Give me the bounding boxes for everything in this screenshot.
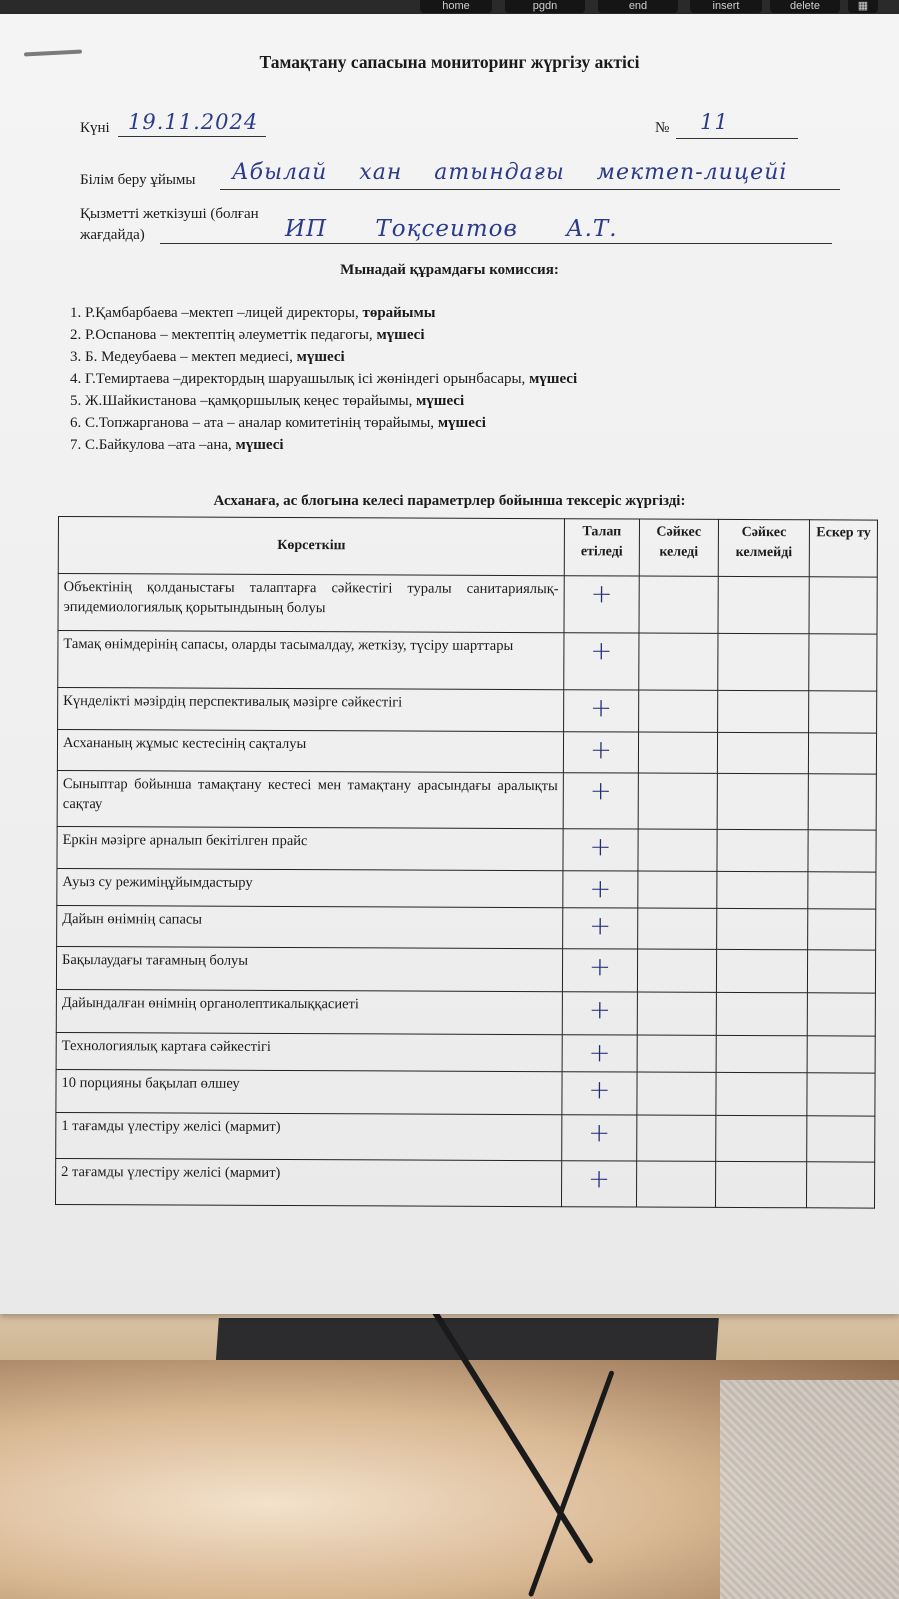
required-mark: + — [562, 949, 637, 992]
header-note: Ескер ту — [809, 520, 877, 577]
document-title: Тамақтану сапасына мониторинг жүргізу актісі — [259, 52, 640, 72]
inspection-table — [55, 516, 878, 1209]
member-item: 6. С.Топжарганова – ата – аналар комитетінің төрайымы, мүшесі — [70, 415, 486, 431]
org-value: Абылай хан атындағы мектеп-лицейі — [232, 160, 788, 185]
noncompliant-cell — [717, 908, 809, 949]
required-mark: + — [561, 1161, 636, 1207]
indicator-cell: Объектінің қолданыстағы талаптарға сәйкестігі туралы санитариялық-эпидемиологиялық қорытындының болуы — [58, 574, 564, 633]
table-row — [56, 1069, 875, 1116]
key-pgdn: pgdn — [505, 0, 585, 13]
compliant-cell — [638, 773, 717, 829]
required-mark: + — [563, 732, 638, 773]
member-item: 3. Б. Медеубаева – мектеп медиесі, мүшесі — [70, 349, 345, 365]
date-underline — [118, 136, 266, 137]
compliant-cell — [638, 732, 717, 773]
member-item: 4. Г.Темиртаева –директордың шаруашылық ісі жөніндегі орынбасары, мүшесі — [70, 371, 578, 387]
compliant-cell — [638, 829, 717, 871]
provider-value: ИП Тоқсеитов А.Т. — [285, 216, 618, 242]
noncompliant-cell — [716, 992, 808, 1035]
table-row — [56, 1032, 875, 1073]
noncompliant-cell — [717, 732, 809, 773]
required-mark: + — [562, 992, 637, 1035]
indicator-cell: Технологиялық картаға сәйкестігі — [56, 1032, 562, 1071]
key-insert: insert — [690, 0, 762, 13]
required-mark: + — [562, 1035, 637, 1072]
org-label: Білім беру ұйымы — [80, 172, 196, 188]
table-row — [58, 574, 877, 635]
compliant-cell — [637, 1035, 716, 1072]
noncompliant-cell — [716, 1035, 807, 1072]
indicator-cell: Асхананың жұмыс кестесінің сақталуы — [57, 730, 563, 773]
member-item: 2. Р.Оспанова – мектептің әлеуметтік педагогы, мүшесі — [70, 327, 425, 343]
note-cell — [807, 1116, 875, 1162]
table-caption: Асханаға, ас блогына келесі параметрлер бойынша тексеріс жүргізді: — [213, 493, 686, 509]
table-row — [55, 1158, 874, 1208]
commission-title: Мынадай құрамдағы комиссия: — [340, 262, 559, 278]
table-row — [57, 826, 876, 872]
number-underline — [676, 138, 798, 139]
provider-underline — [160, 243, 832, 244]
note-cell — [808, 830, 876, 872]
required-mark: + — [562, 1115, 637, 1161]
header-indicator: Көрсеткіш — [58, 517, 564, 576]
compliant-cell — [637, 949, 716, 992]
provider-label-line1: Қызметті жеткізуші (болған — [80, 206, 259, 222]
header-compliant: Сәйкес келеді — [639, 519, 718, 576]
compliant-cell — [637, 1115, 716, 1161]
provider-label-line2: жағдайда) — [80, 227, 145, 243]
note-cell — [807, 1073, 875, 1116]
required-mark: + — [562, 1072, 637, 1115]
required-mark: + — [564, 633, 639, 690]
noncompliant-cell — [717, 690, 809, 732]
required-mark: + — [563, 871, 638, 908]
table-row — [57, 770, 876, 830]
indicator-cell: Еркін мәзірге арналып бекітілген прайс — [57, 826, 563, 870]
compliant-cell — [638, 690, 717, 732]
table-row — [57, 730, 876, 775]
indicator-cell: Бақылаудағы тағамның болуы — [56, 946, 562, 991]
compliant-cell — [637, 992, 716, 1035]
noncompliant-cell — [717, 773, 809, 829]
compliant-cell — [639, 576, 718, 633]
indicator-cell: Күнделікті мәзірдің перспективалық мәзірге сәйкестігі — [58, 688, 564, 732]
date-value: 19.11.2024 — [128, 110, 259, 134]
indicator-cell: Ауыз су режиміңұйымдастыру — [57, 868, 563, 907]
noncompliant-cell — [718, 633, 810, 690]
compliant-cell — [636, 1161, 715, 1207]
key-home: home — [420, 0, 492, 13]
required-mark: + — [564, 576, 639, 633]
table-row — [56, 1112, 875, 1162]
required-mark: + — [563, 773, 638, 829]
indicator-cell: 10 порцияны бақылап өлшеу — [56, 1069, 562, 1114]
indicator-cell: Сыныптар бойынша тамақтану кестесі мен тамақтану арасындағы аралықты сақтау — [57, 770, 563, 828]
compliant-cell — [638, 871, 717, 908]
table-row — [57, 905, 876, 950]
indicator-cell: Тамақ өнімдерінің сапасы, оларды тасымалдау, жеткізу, түсіру шарттары — [58, 631, 564, 690]
table-row — [58, 688, 877, 734]
compliant-cell — [637, 908, 716, 949]
note-cell — [809, 691, 877, 733]
required-mark: + — [564, 690, 639, 732]
speckled-floor — [720, 1380, 899, 1599]
member-item: 1. Р.Қамбарбаева –мектеп –лицей директоры, төрайымы — [70, 305, 436, 321]
noncompliant-cell — [716, 949, 808, 992]
required-mark: + — [563, 829, 638, 871]
table-row — [56, 946, 875, 993]
note-cell — [807, 1162, 875, 1208]
org-underline — [220, 189, 840, 190]
date-label: Күні — [80, 120, 110, 136]
header-required: Талап етіледі — [564, 519, 639, 576]
table-row — [57, 868, 876, 909]
note-cell — [808, 774, 876, 830]
table-row — [56, 989, 875, 1036]
note-cell — [808, 872, 876, 909]
noncompliant-cell — [716, 1115, 808, 1161]
table-row — [58, 631, 877, 692]
indicator-cell: 2 тағамды үлестіру желісі (мармит) — [55, 1158, 561, 1206]
key-end: end — [598, 0, 678, 13]
note-cell — [807, 993, 875, 1036]
indicator-cell: Дайын өнімнің сапасы — [57, 905, 563, 948]
note-cell — [807, 1036, 875, 1073]
member-item: 5. Ж.Шайкистанова –қамқоршылық кеңес төрайымы, мүшесі — [70, 393, 465, 409]
commission-members — [70, 302, 577, 456]
member-item: 7. С.Байкулова –ата –ана, мүшесі — [70, 437, 284, 453]
noncompliant-cell — [715, 1161, 807, 1207]
number-label: № — [655, 120, 670, 136]
number-value: 11 — [700, 110, 729, 134]
key-delete: delete — [770, 0, 840, 13]
indicator-cell: Дайындалған өнімнің органолептикалыққасиеті — [56, 989, 562, 1034]
noncompliant-cell — [717, 829, 809, 871]
required-mark: + — [563, 908, 638, 949]
compliant-cell — [639, 633, 718, 690]
calculator-key-icon: ▦ — [848, 0, 878, 13]
noncompliant-cell — [718, 576, 810, 633]
note-cell — [808, 950, 876, 993]
header-noncompliant: Сәйкес келмейді — [718, 519, 810, 576]
indicator-cell: 1 тағамды үлестіру желісі (мармит) — [56, 1112, 562, 1160]
compliant-cell — [637, 1072, 716, 1115]
noncompliant-cell — [716, 1072, 808, 1115]
note-cell — [809, 733, 877, 774]
noncompliant-cell — [717, 871, 808, 908]
table-header-row — [58, 517, 877, 578]
note-cell — [808, 909, 876, 950]
note-cell — [809, 634, 877, 691]
note-cell — [809, 577, 877, 634]
